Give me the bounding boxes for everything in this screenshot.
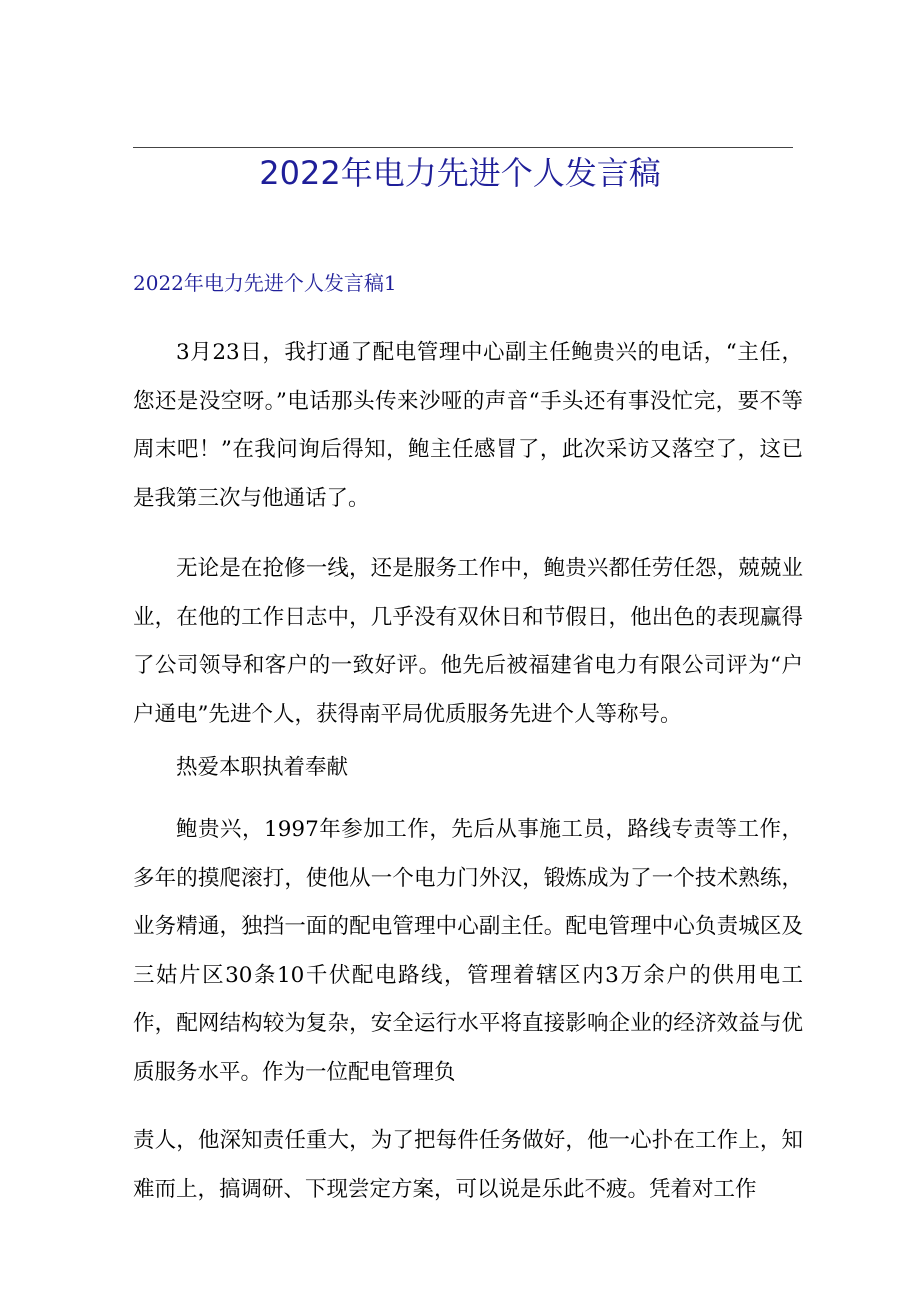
title-rule (133, 147, 793, 148)
section-heading: 2022年电力先进个人发言稿1 (133, 271, 397, 295)
paragraph-1: 3月23日，我打通了配电管理中心副主任鲍贵兴的电话，“主任，您还是没空呀。”电话那头传来沙哑的声音“手头还有事没忙完，要不等周末吧！”在我问询后得知，鲍主任感冒了，此次采访又落空了，这已是我第三次与他通话了。 (133, 340, 803, 511)
paragraph-4: 责人，他深知责任重大，为了把每件任务做好，他一心扑在工作上，知难而上，搞调研、下现尝定方案，可以说是乐此不疲。凭着对工作 (133, 1128, 803, 1202)
paragraph-3: 鲍贵兴，1997年参加工作，先后从事施工员，路线专责等工作，多年的摸爬滚打，使他从一个电力门外汉，锻炼成为了一个技术熟练，业务精通，独挡一面的配电管理中心副主任。配电管理中心负责城区及三姑片区30条10千伏配电路线，管理着辖区内3万余户的供用电工作，配网结构较为复杂，安全运行水平将直接影响企业的经济效益与优质服务水平。作为一位配电管理负 (133, 817, 803, 1085)
page-title: 2022年电力先进个人发言稿 (259, 154, 661, 192)
paragraph-2: 无论是在抢修一线，还是服务工作中，鲍贵兴都任劳任怨，兢兢业业，在他的工作日志中，几乎没有双休日和节假日，他出色的表现赢得了公司领导和客户的一致好评。他先后被福建省电力有限公司评为“户户通电”先进个人，获得南平局优质服务先进个人等称号。 (133, 556, 803, 727)
sub-heading: 热爱本职执着奉献 (176, 755, 349, 780)
